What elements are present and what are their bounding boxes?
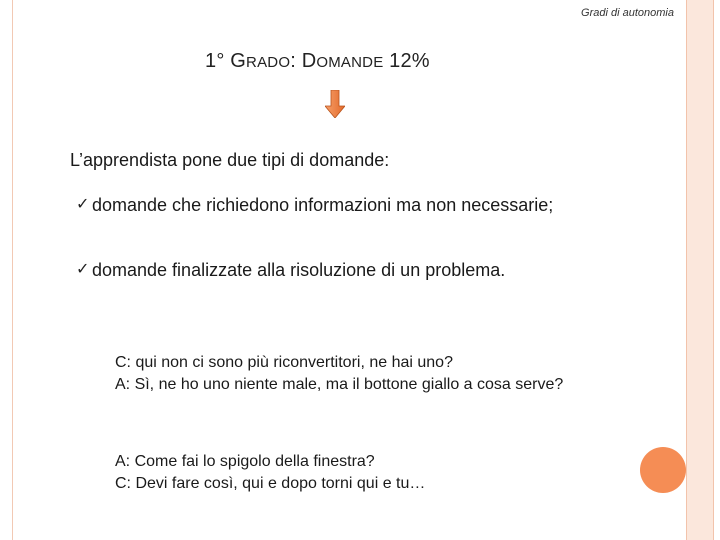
decorative-circle <box>640 447 686 493</box>
bullet-item <box>76 258 616 282</box>
dialog-block <box>115 451 593 495</box>
right-decorative-bar <box>686 0 714 540</box>
dialog-block <box>115 352 593 396</box>
bullet-text: domande che richiedono informazioni ma non necessarie; <box>92 195 554 215</box>
intro-text: L’apprendista pone due tipi di domande: <box>70 150 390 170</box>
dialog-line: A: Come fai lo spigolo della finestra? <box>115 453 375 470</box>
dialog-line: C: Devi fare così, qui e dopo torni qui e tu… <box>115 475 426 492</box>
down-arrow-icon <box>325 90 345 118</box>
dialog-line: A: Sì, ne ho uno niente male, ma il bottone giallo a cosa serve? <box>115 376 564 393</box>
header-label: Gradi di autonomia <box>581 7 674 19</box>
checkmark-icon: ✓ <box>76 261 90 278</box>
dialog-line: C: qui non ci sono più riconvertitori, ne hai uno? <box>115 354 453 371</box>
bullet-text: domande finalizzate alla risoluzione di un problema. <box>92 260 506 280</box>
checkmark-icon: ✓ <box>76 196 90 213</box>
left-margin-line <box>12 0 13 540</box>
bullet-item <box>76 193 616 217</box>
slide-title: 1° GRADO: DOMANDE 12% <box>205 50 430 72</box>
